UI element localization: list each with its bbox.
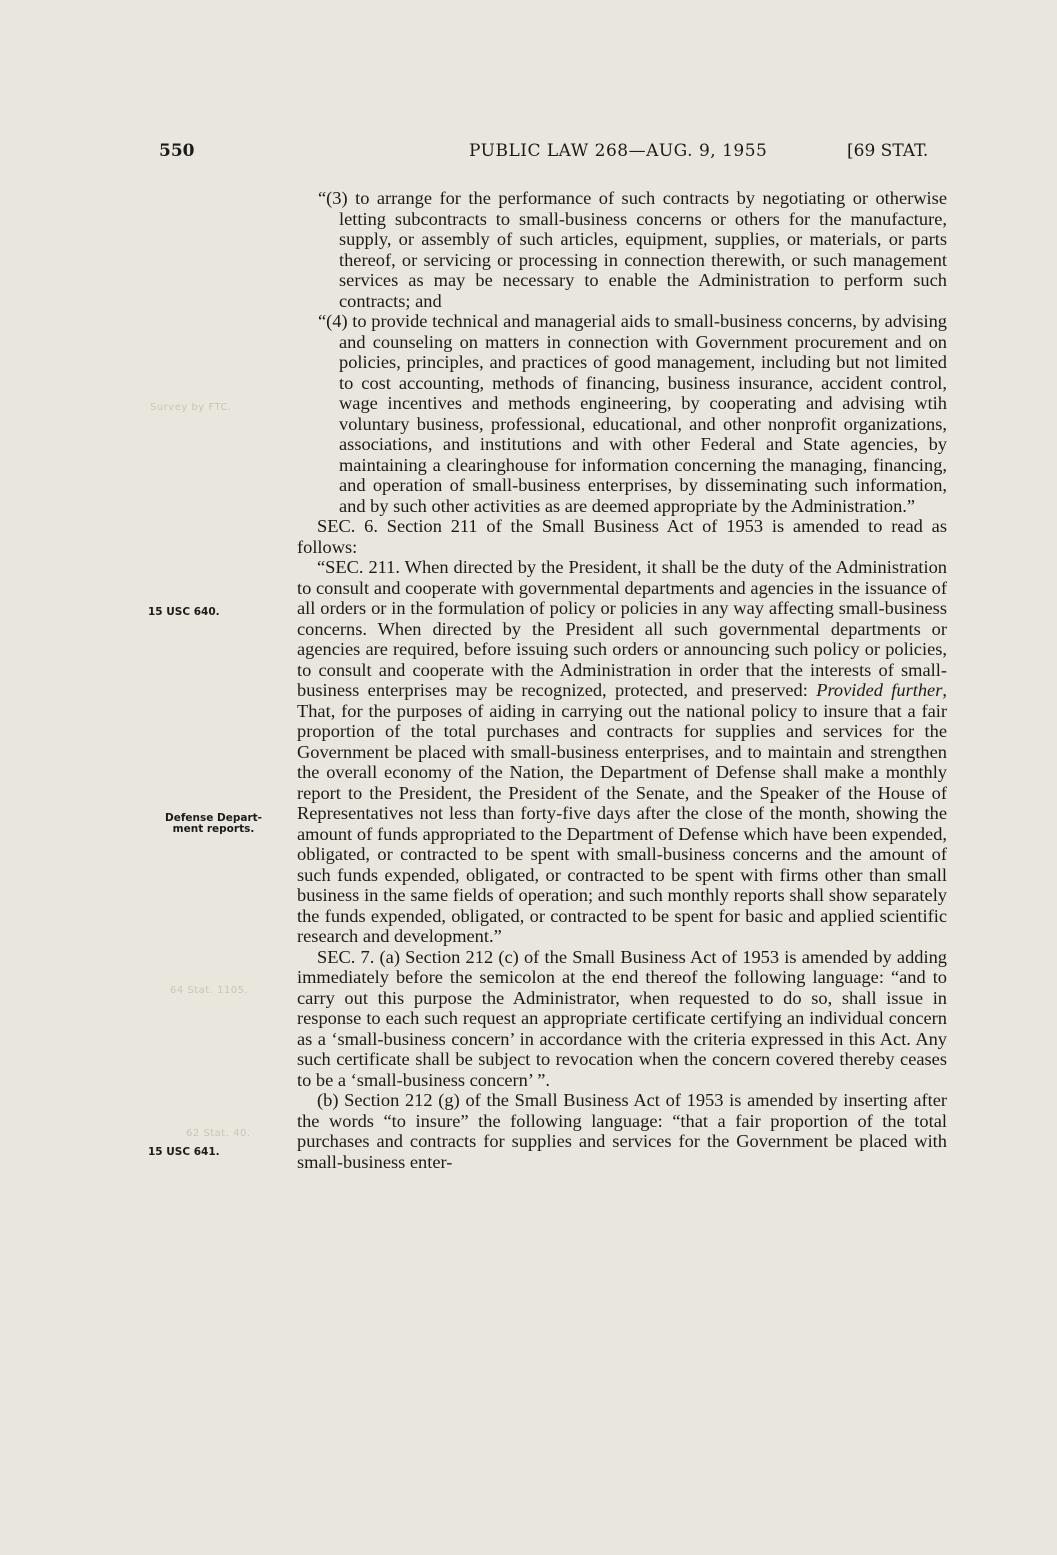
- statute-body: [297, 188, 947, 1172]
- margin-note-usc-641: 15 USC 641.: [148, 1146, 220, 1158]
- section-7b: (b) Section 212 (g) of the Small Business Act of 1953 is amended by inserting after the words “to insure” the following language: “that a fair proportion of the total purchases and contracts for supplies and services for the Government be placed with small-business enter-: [297, 1090, 947, 1172]
- margin-note-usc-640: 15 USC 640.: [148, 606, 220, 618]
- bleed-through-note: 62 Stat. 40.: [186, 1128, 251, 1139]
- section-7a: SEC. 7. (a) Section 212 (c) of the Small Business Act of 1953 is amended by adding immediately before the semicolon at the end thereof the following language: “and to carry out this purpose the Administrator, when requested to do so, shall issue in response to each such request an appropriate certificate certifying an individual concern as a ‘small-business concern’ in accordance with the criteria expressed in this Act. Any such certificate shall be subject to revocation when the concern covered thereby ceases to be a ‘small-business concern’ ”.: [297, 946, 947, 1090]
- bleed-through-note: 64 Stat. 1105.: [170, 985, 249, 996]
- proviso-italic: Provided further: [816, 680, 943, 700]
- section-211-text-b: , That, for the purposes of aiding in carrying out the national policy to insure that a fair proportion of the total purchases and contracts for supplies and services for the Government be placed with small-business enterprises, and to maintain and strengthen the overall economy of the Nation, the Department of Defense shall make a monthly report to the President, the President of the Senate, and the Speaker of the House of Representatives not less than forty-five days after the close of the month, showing the amount of funds appropriated to the Department of Defense which have been expended, obligated, or contracted to be spent with small-business concerns and the amount of such funds expended, obligated, or contracted to be spent with firms other than small business in the same fields of operation; and such monthly reports shall show separately the funds expended, obligated, or contracted to be spent for basic and applied scientific research and development.”: [297, 680, 947, 946]
- paragraph-3: “(3) to arrange for the performance of such contracts by negotiating or otherwise letting subcontracts to small-business concerns or others for the manufacture, supply, or assembly of such articles, equipment, supplies, or materials, or parts thereof, or servicing or processing in connection therewith, or such management services as may be necessary to enable the Administration to perform such contracts; and: [318, 188, 947, 311]
- bleed-through-note: Survey by FTC.: [150, 402, 232, 413]
- section-211-text-a: “SEC. 211. When directed by the President, it shall be the duty of the Administration to consult and cooperate with governmental departments and agencies in the issuance of all orders or in the formulation of policy or policies in any way affecting small-business concerns. When directed by the President all such governmental departments or agencies are required, before issuing such orders or announcing such policy or policies, to consult and cooperate with the Administration in order that the interests of small-business enterprises may be recognized, protected, and preserved:: [297, 557, 947, 700]
- statute-reference: [69 STAT.: [847, 141, 929, 161]
- section-6-intro: SEC. 6. Section 211 of the Small Business Act of 1953 is amended to read as follows:: [297, 516, 947, 557]
- page-number: 550: [159, 141, 195, 161]
- paragraph-4: “(4) to provide technical and managerial aids to small-business concerns, by advising and counseling on matters in connection with Government procurement and on policies, principles, and practices of good management, including but not limited to cost accounting, methods of financing, business insurance, accident control, wage incentives and methods engineering, by cooperating and advising wtih voluntary business, professional, educational, and other nonprofit organizations, associations, and institutions and with other Federal and State agencies, by maintaining a clearinghouse for information concerning the managing, financing, and operation of small-business enterprises, by disseminating such information, and by such other activities as are deemed appropriate by the Administration.”: [318, 311, 947, 516]
- margin-note-defense-reports: Defense Depart- ment reports.: [164, 812, 263, 835]
- section-211-text: [297, 557, 947, 947]
- page-header: [159, 141, 949, 167]
- header-title: PUBLIC LAW 268—AUG. 9, 1955: [469, 141, 768, 161]
